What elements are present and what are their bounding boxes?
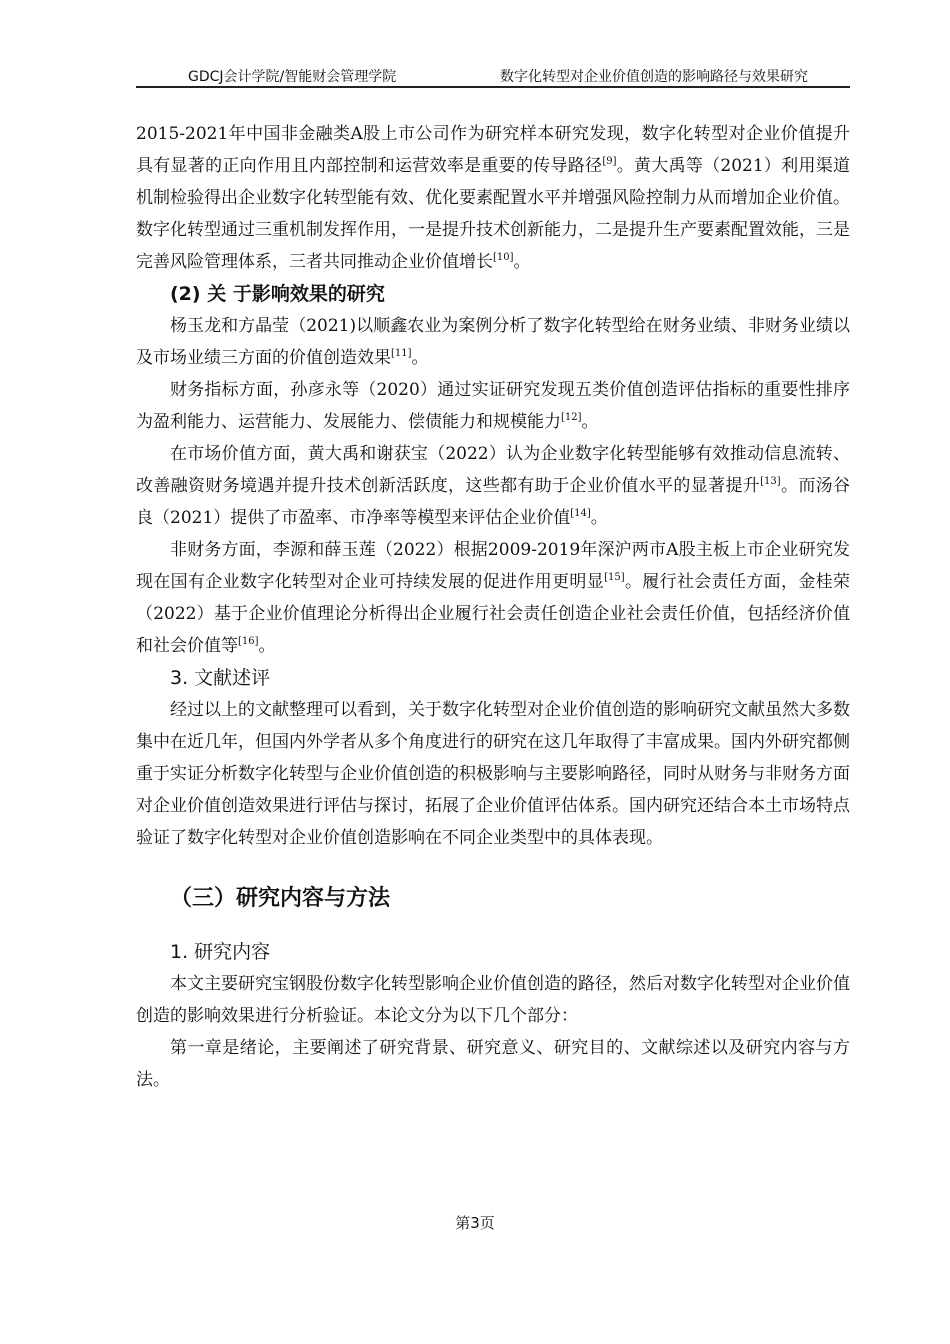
citation: [10]	[493, 252, 514, 263]
page-body	[136, 118, 850, 1096]
citation: [9]	[602, 156, 617, 167]
paragraph: 财务指标方面，孙彦永等（2020）通过实证研究发现五类价值创造评估指标的重要性排序为盈利能力、运营能力、发展能力、偿债能力和规模能力[12]。	[136, 380, 850, 432]
header-left-text: GDCJ会计学院/智能财会管理学院	[188, 69, 397, 85]
paragraph: 第一章是绪论，主要阐述了研究背景、研究意义、研究目的、文献综述以及研究内容与方法。	[136, 1038, 850, 1090]
paragraph: 在市场价值方面，黄大禹和谢获宝（2022）认为企业数字化转型能够有效推动信息流转、改善融资财务境遇并提升技术创新活跃度，这些都有助于企业价值水平的显著提升[13]。而汤谷良（2021）提供了市盈率、市净率等模型来评估企业价值[14]。	[136, 444, 851, 528]
paragraph-continued: 2015-2021年中国非金融类A股上市公司作为研究样本研究发现，数字化转型对企业价值提升具有显著的正向作用且内部控制和运营效率是重要的传导路径[9]。黄大禹等（2021）利用渠道机制检验得出企业数字化转型能有效、优化要素配置水平并增强风险控制力从而增加企业价值。数字化转型通过三重机制发挥作用，一是提升技术创新能力，二是提升生产要素配置效能，三是完善风险管理体系，三者共同推动企业价值增长[10]。	[136, 124, 850, 272]
subheading-review: 3. 文献述评	[170, 667, 271, 689]
page-header	[136, 64, 850, 88]
paragraph: 杨玉龙和方晶莹（2021)以顺鑫农业为案例分析了数字化转型给在财务业绩、非财务业绩以及市场业绩三方面的价值创造效果[11]。	[136, 316, 850, 368]
citation: [13]	[760, 476, 781, 487]
citation: [12]	[561, 412, 582, 423]
subheading-content: 1. 研究内容	[170, 941, 271, 963]
page-number: 第3页	[455, 1214, 495, 1232]
citation: [14]	[570, 508, 591, 519]
citation: [16]	[238, 636, 259, 647]
citation: [11]	[391, 348, 412, 359]
subheading-effect: (2) 关 于影响效果的研究	[170, 283, 385, 305]
citation: [15]	[604, 572, 625, 583]
paragraph: 本文主要研究宝钢股份数字化转型影响企业价值创造的路径，然后对数字化转型对企业价值创造的影响效果进行分析验证。本论文分为以下几个部分：	[136, 974, 850, 1026]
paragraph: 经过以上的文献整理可以看到，关于数字化转型对企业价值创造的影响研究文献虽然大多数集中在近几年，但国内外学者从多个角度进行的研究在这几年取得了丰富成果。国内外研究都侧重于实证分析数字化转型与企业价值创造的积极影响与主要影响路径，同时从财务与非财务方面对企业价值创造效果进行评估与探讨，拓展了企业价值评估体系。国内研究还结合本土市场特点验证了数字化转型对企业价值创造影响在不同企业类型中的具体表现。	[136, 700, 850, 848]
section-heading: （三）研究内容与方法	[170, 886, 391, 911]
paragraph: 非财务方面，李源和薛玉莲（2022）根据2009-2019年深沪两市A股主板上市企业研究发现在国有企业数字化转型对企业可持续发展的促进作用更明显[15]。履行社会责任方面，金桂荣（2022）基于企业价值理论分析得出企业履行社会责任创造企业社会责任价值，包括经济价值和社会价值等[16]。	[136, 540, 851, 656]
header-right-text: 数字化转型对企业价值创造的影响路径与效果研究	[500, 69, 808, 85]
